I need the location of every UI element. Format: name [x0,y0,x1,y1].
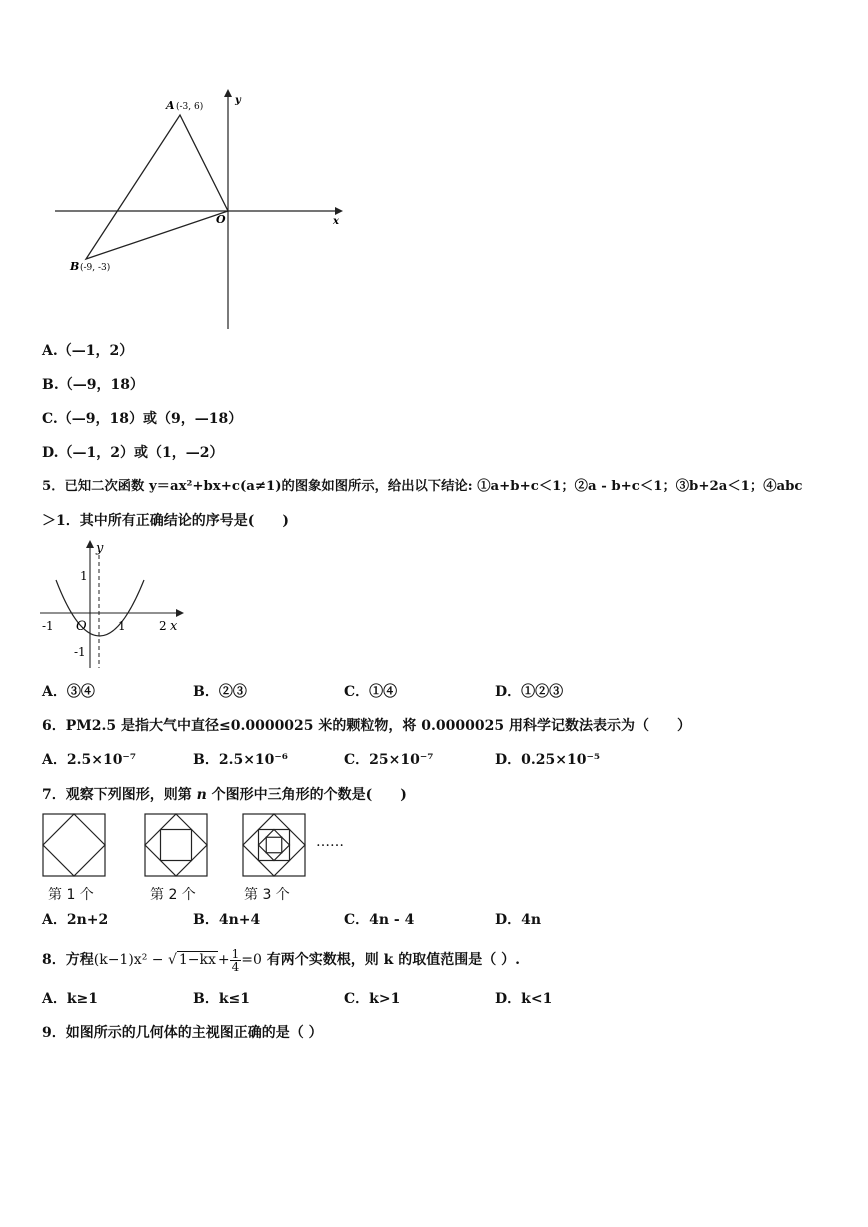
q7-stem-suffix: 个图形中三角形的个数是( ) [206,787,407,803]
q5-label-y: y [96,541,104,556]
q5-label-x: x [170,619,178,634]
q5-parabola-figure [36,538,186,673]
q5-x-axis-arrow-icon [176,609,184,617]
q5-tick-x-neg1: -1 [42,619,54,633]
q7-option-d[interactable]: D．4n [495,912,542,928]
q7-option-a[interactable]: A．2n+2 [42,912,109,928]
q8-fraction-numerator: 1 [231,946,240,961]
q8-option-c[interactable]: C．k>1 [344,991,401,1007]
q4-label-x: x [333,216,339,227]
q4-label-a-coords: (-3, 6) [176,102,204,112]
q5-parabola-curve [56,580,144,636]
q6-option-b[interactable]: B．2.5×10⁻⁶ [193,752,288,768]
q8-prefix: 8．方程 [42,952,94,968]
q8-suffix: 有两个实数根，则 k 的取值范围是（ ）. [261,952,520,968]
q4-label-b-coords: (-9, -3) [80,263,111,273]
q7-stem-prefix: 7．观察下列图形，则第 [42,787,197,803]
q9-stem: 9．如图所示的几何体的主视图正确的是（ ） [42,1025,323,1041]
q5-label-origin: O [76,619,87,634]
q4-coordinate-figure [50,85,350,335]
q6-option-a[interactable]: A．2.5×10⁻⁷ [42,752,136,768]
q7-option-b[interactable]: B．4n+4 [193,912,261,928]
q8-plus: + [217,952,230,968]
q6-option-c[interactable]: C．25×10⁻⁷ [344,752,434,768]
q7-figure-1-label: 第 1 个 [48,887,94,903]
q5-option-a[interactable]: A．③④ [42,684,95,700]
q4-option-b[interactable]: B.（—9，18） [42,377,144,393]
q5-tick-y-neg1: -1 [74,645,86,659]
q4-label-y: y [235,95,241,106]
q7-figure-1 [42,813,106,877]
q7-figure-3-label: 第 3 个 [244,887,290,903]
q7-figure-2-label: 第 2 个 [150,887,196,903]
q5-stem-line1: 5．已知二次函数 y＝ax²+bx+c(a≠1)的图象如图所示，给出以下结论: ①a+b+c＜1；②a - b+c＜1；③b+2a＜1；④abc [42,479,803,494]
q6-option-d[interactable]: D．0.25×10⁻⁵ [495,752,600,768]
q5-tick-x-1: 1 [118,619,126,633]
q4-option-a[interactable]: A.（—1，2） [42,343,134,359]
q8-option-a[interactable]: A．k≥1 [42,991,99,1007]
q5-option-c[interactable]: C．①④ [344,684,398,700]
q8-sqrt-sign-icon: √ [167,952,177,968]
q7-figure-2 [144,813,208,877]
q5-option-d[interactable]: D．①②③ [495,684,564,700]
q5-tick-x-2: 2 [159,619,167,633]
q5-y-axis-arrow-icon [86,540,94,548]
q4-x-axis-arrow-icon [335,207,343,215]
q4-option-c[interactable]: C.（—9，18）或（9，—18） [42,411,243,427]
q7-option-c[interactable]: C．4n - 4 [344,912,415,928]
q8-fraction-denominator: 4 [231,959,240,974]
q5-option-b[interactable]: B．②③ [193,684,247,700]
q8-equation-part1: (k−1)x² − [93,952,168,968]
q4-label-origin: O [216,213,226,226]
q6-stem: 6．PM2.5 是指大气中直径≤0.0000025 米的颗粒物，将 0.0000025 用科学记数法表示为（ ） [42,718,691,734]
q7-figure-3 [242,813,306,877]
q4-triangle-abo [86,115,228,259]
q4-label-a-letter: A [166,99,175,112]
q4-y-axis-arrow-icon [224,89,232,97]
q8-stem [42,946,520,974]
q4-label-b-letter: B [70,260,80,273]
q8-fraction [230,948,242,973]
q5-tick-y-1: 1 [80,569,88,583]
q8-equation-tail: =0 [241,952,262,968]
q8-sqrt-radicand: 1−kx [178,952,216,968]
q5-stem-line2: ＞1．其中所有正确结论的序号是( ) [42,513,289,529]
q8-option-d[interactable]: D．k<1 [495,991,553,1007]
q8-option-b[interactable]: B．k≤1 [193,991,251,1007]
q7-ellipsis: …… [316,834,344,850]
q4-option-d[interactable]: D.（—1，2）或（1，—2） [42,445,224,461]
q7-stem-var: n [196,787,207,803]
q7-stem [42,785,407,805]
